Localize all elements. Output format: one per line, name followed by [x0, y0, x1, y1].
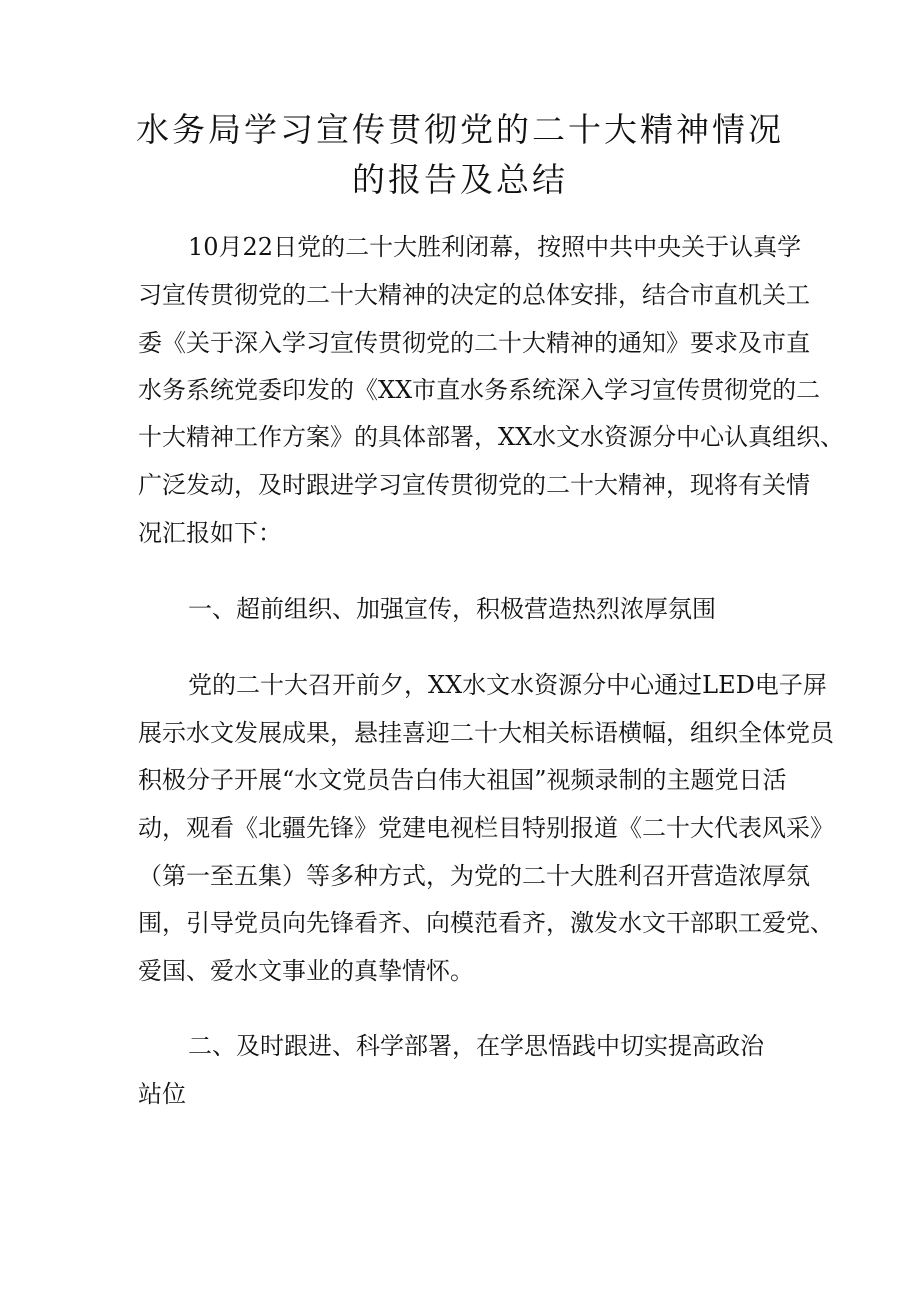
- section-heading-2-line-1: 二、及时跟进、科学部署，在学思悟践中切实提高政治: [188, 1032, 764, 1060]
- section-heading-2-line-2: 站位: [138, 1080, 186, 1108]
- paragraph1-line-1: 10月22日党的二十大胜利闭幕，按照中共中央关于认真学: [188, 233, 802, 261]
- paragraph2-line-1: 党的二十大召开前夕，XX水文水资源分中心通过LED电子屏: [188, 671, 827, 699]
- document-title-line-1: 水务局学习宣传贯彻党的二十大精神情况: [136, 110, 784, 149]
- paragraph2-line-4: 动，观看《北疆先锋》党建电视栏目特别报道《二十大代表风采》: [138, 814, 834, 842]
- paragraph2-line-2: 展示水文发展成果，悬挂喜迎二十大相关标语横幅，组织全体党员: [138, 719, 834, 747]
- paragraph2-line-3: 积极分子开展“水文党员告白伟大祖国”视频录制的主题党日活: [138, 766, 787, 794]
- paragraph1-line-6: 广泛发动，及时跟进学习宣传贯彻党的二十大精神，现将有关情: [138, 471, 810, 499]
- paragraph1-line-7: 况汇报如下：: [138, 519, 282, 547]
- section-heading-1: 一、超前组织、加强宣传，积极营造热烈浓厚氛围: [188, 595, 716, 623]
- paragraph2-line-7: 爱国、爱水文事业的真挚情怀。: [138, 957, 474, 985]
- paragraph2-line-6: 围，引导党员向先锋看齐、向模范看齐，激发水文干部职工爱党、: [138, 909, 834, 937]
- document-title-line-2: 的报告及总结: [352, 160, 568, 199]
- paragraph2-line-5: （第一至五集）等多种方式，为党的二十大胜利召开营造浓厚氛: [138, 862, 810, 890]
- paragraph1-line-5: 十大精神工作方案》的具体部署，XX水文水资源分中心认真组织、: [138, 423, 845, 451]
- paragraph1-line-2: 习宣传贯彻党的二十大精神的决定的总体安排，结合市直机关工: [138, 281, 810, 309]
- paragraph1-line-3: 委《关于深入学习宣传贯彻党的二十大精神的通知》要求及市直: [138, 329, 810, 357]
- paragraph1-line-4: 水务系统党委印发的《XX市直水务系统深入学习宣传贯彻党的二: [138, 376, 821, 404]
